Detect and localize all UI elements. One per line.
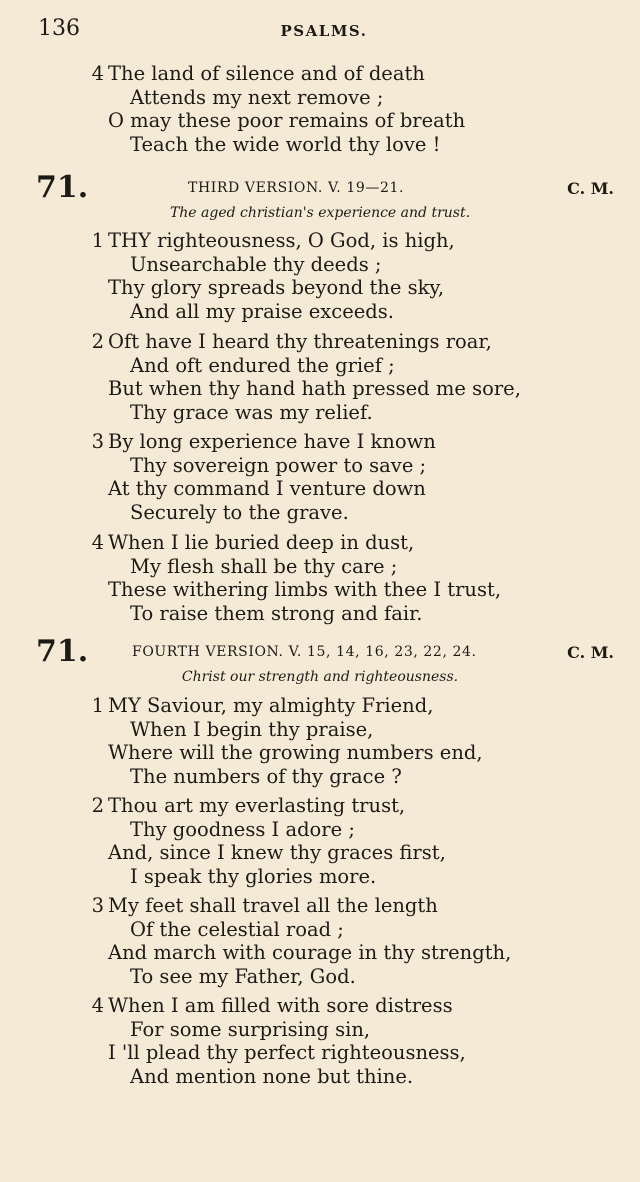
verse-line: Thy glory spreads beyond the sky, — [108, 276, 445, 300]
stanza-number: 4 — [91, 62, 104, 85]
verse-line: I speak thy glories more. — [130, 864, 377, 888]
stanza-number: 4 — [91, 531, 104, 554]
stanza-number: 2 — [91, 794, 104, 817]
stanza — [80, 229, 600, 323]
psalm-heading-fourth-version — [36, 634, 614, 669]
stanza — [80, 894, 600, 988]
verse-line: And march with courage in thy strength, — [108, 941, 512, 965]
stanza-number: 2 — [91, 330, 104, 353]
verse-line: Where will the growing numbers end, — [108, 741, 483, 765]
hymn-subtitle: Christ our strength and righteousness. — [181, 669, 459, 685]
verse-line: And mention none but thine. — [130, 1064, 414, 1088]
stanza — [80, 694, 600, 788]
page-header — [38, 16, 610, 46]
stanza — [80, 330, 600, 424]
stanza — [80, 430, 600, 524]
verse-line: 3 By long experience have I known — [80, 430, 600, 454]
verse-line: Attends my next remove ; — [130, 85, 384, 109]
psalm-heading-third-version — [36, 170, 614, 205]
verse-line: Thy goodness I adore ; — [130, 817, 355, 841]
meter-label: C. M. — [567, 643, 614, 662]
verse-line: 4 The land of silence and of death — [80, 62, 600, 86]
verse-line: Teach the wide world thy love ! — [130, 132, 441, 156]
verse-line: And oft endured the grief ; — [130, 353, 395, 377]
verse-line: The numbers of thy grace ? — [130, 764, 402, 788]
verse-line: 2 Thou art my everlasting trust, — [80, 794, 600, 818]
verse-line: To raise them strong and fair. — [130, 601, 423, 625]
verse-line: 1 THY righteousness, O God, is high, — [80, 229, 600, 253]
verse-line: Securely to the grave. — [130, 500, 349, 524]
stanza-number: 3 — [91, 894, 104, 917]
stanza-number: 1 — [91, 229, 104, 252]
verse-line: Of the celestial road ; — [130, 917, 344, 941]
stanza-number: 3 — [91, 430, 104, 453]
verse-line: I 'll plead thy perfect righteousness, — [108, 1041, 466, 1065]
verse-line: 2 Oft have I heard thy threatenings roar, — [80, 330, 600, 354]
verse-line: These withering limbs with thee I trust, — [108, 578, 502, 602]
running-title: PSALMS. — [280, 22, 368, 40]
stanza — [80, 994, 600, 1088]
verse-line: Thy sovereign power to save ; — [130, 453, 427, 477]
version-label: THIRD VERSION. V. 19—21. — [188, 180, 405, 196]
verse-line: But when thy hand hath pressed me sore, — [108, 377, 521, 401]
verse-line: 4 When I am filled with sore distress — [80, 994, 600, 1018]
stanza-number: 1 — [91, 694, 104, 717]
verse-line: When I begin thy praise, — [130, 717, 374, 741]
verse-line: To see my Father, God. — [130, 964, 356, 988]
verse-line: And, since I knew thy graces first, — [108, 841, 446, 865]
page-number: 136 — [38, 16, 80, 41]
psalm-number: 71. — [36, 170, 89, 205]
verse-line: 3 My feet shall travel all the length — [80, 894, 600, 918]
verse-line: 1 MY Saviour, my almighty Friend, — [80, 694, 600, 718]
verse-line: 4 When I lie buried deep in dust, — [80, 531, 600, 555]
psalm-number: 71. — [36, 634, 89, 669]
stanza — [80, 794, 600, 888]
verse-line: My flesh shall be thy care ; — [130, 554, 398, 578]
hymn-subtitle: The aged christian's experience and trust. — [169, 205, 471, 221]
verse-line: For some surprising sin, — [130, 1017, 371, 1041]
meter-label: C. M. — [567, 179, 614, 198]
version-label: FOURTH VERSION. V. 15, 14, 16, 23, 22, 24. — [132, 644, 477, 660]
verse-line: At thy command I venture down — [108, 477, 426, 501]
stanza-number: 4 — [91, 994, 104, 1017]
stanza — [80, 531, 600, 625]
verse-line: O may these poor remains of breath — [108, 109, 466, 133]
verse-line: Unsearchable thy deeds ; — [130, 252, 382, 276]
continued-stanza — [80, 62, 600, 156]
verse-line: And all my praise exceeds. — [130, 299, 394, 323]
verse-line: Thy grace was my relief. — [130, 400, 373, 424]
